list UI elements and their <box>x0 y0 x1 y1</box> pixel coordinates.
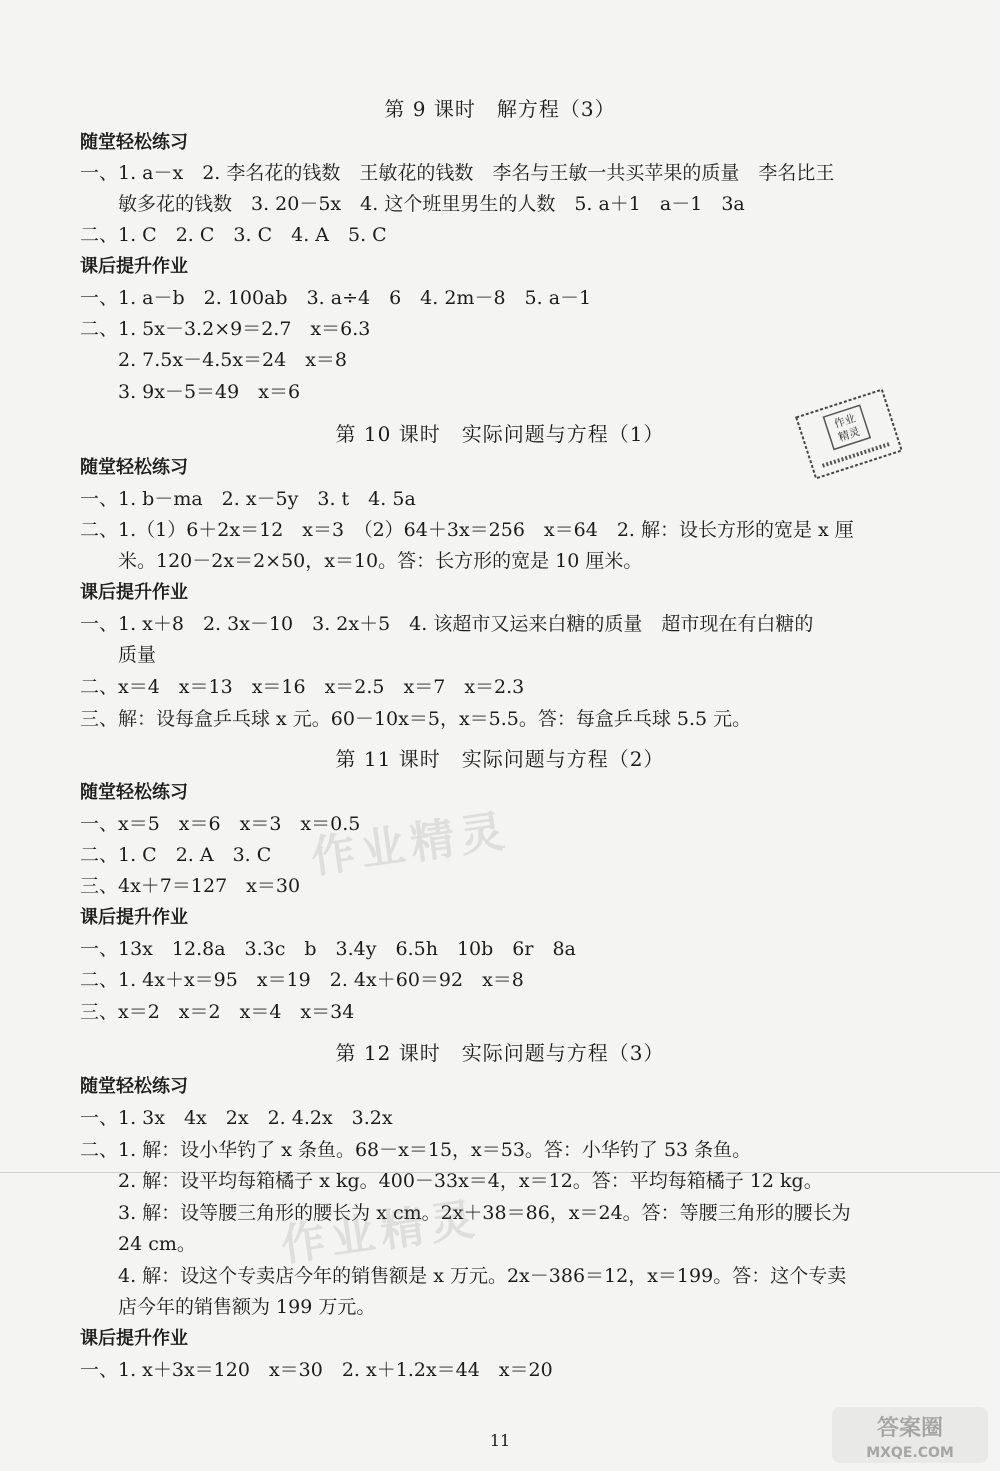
answer-line: 一、1. x＋8 2. 3x－10 3. 2x＋5 4. 该超市又运来白糖的质量 超市现在有白糖的 <box>80 613 814 635</box>
svg-text:精灵: 精灵 <box>836 424 862 445</box>
answer-line: 一、13x 12.8a 3.3c b 3.4y 6.5h 10b 6r 8a <box>80 938 576 960</box>
answer-line: 一、x＝5 x＝6 x＝3 x＝0.5 <box>80 813 361 835</box>
watermark: 作业精灵 <box>308 805 514 884</box>
answer-line: 24 cm。 <box>80 1233 196 1255</box>
section-title: 第 11 课时 实际问题与方程（2） <box>335 747 665 771</box>
answer-line: 一、1. a－x 2. 李名花的钱数 王敏花的钱数 李名与王敏一共买苹果的质量 李名比王 <box>80 162 835 184</box>
block-heading: 课后提升作业 <box>80 1328 188 1349</box>
answer-line: 三、x＝2 x＝2 x＝4 x＝34 <box>80 1001 355 1023</box>
block-heading: 课后提升作业 <box>80 256 188 277</box>
answer-line: 4. 解：设这个专卖店今年的销售额是 x 万元。2x－386＝12，x＝199。答：这个专卖 <box>80 1265 847 1287</box>
answer-line: 质量 <box>80 644 157 666</box>
svg-text:作业: 作业 <box>832 411 858 431</box>
answer-line: 2. 7.5x－4.5x＝24 x＝8 <box>80 349 348 371</box>
answer-line: 二、1.（1）6＋2x＝12 x＝3 （2）64＋3x＝256 x＝64 2. 解：设长方形的宽是 x 厘 <box>80 519 854 541</box>
svg-text:答案圈: 答案圈 <box>876 1416 944 1441</box>
answer-line: 二、1. 4x＋x＝95 x＝19 2. 4x＋60＝92 x＝8 <box>80 969 524 991</box>
answer-line: 米。120－2x＝2×50，x＝10。答：长方形的宽是 10 厘米。 <box>80 550 643 572</box>
block-heading: 课后提升作业 <box>80 907 188 928</box>
answer-line: 3. 9x－5＝49 x＝6 <box>80 381 301 403</box>
answer-line: 二、x＝4 x＝13 x＝16 x＝2.5 x＝7 x＝2.3 <box>80 676 525 698</box>
block-heading: 随堂轻松练习 <box>80 782 188 803</box>
block-heading: 随堂轻松练习 <box>80 457 188 478</box>
homework-stamp-icon <box>791 385 906 484</box>
answer-line: 店今年的销售额为 199 万元。 <box>80 1296 376 1318</box>
answer-line: 3. 解：设等腰三角形的腰长为 x cm。2x＋38＝86，x＝24。答：等腰三角形的腰长为 <box>80 1202 851 1224</box>
answer-line: 二、1. 解：设小华钓了 x 条鱼。68－x＝15，x＝53。答：小华钓了 53 条鱼。 <box>80 1139 752 1161</box>
answer-line: 一、1. x＋3x＝120 x＝30 2. x＋1.2x＝44 x＝20 <box>80 1359 553 1381</box>
section-title: 第 10 课时 实际问题与方程（1） <box>335 422 665 446</box>
watermark: 作业精灵 <box>278 1193 484 1272</box>
svg-text:MXQE.COM: MXQE.COM <box>866 1445 954 1461</box>
answer-line: 敏多花的钱数 3. 20－5x 4. 这个班里男生的人数 5. a＋1 a－1 3a <box>80 193 745 215</box>
block-heading: 随堂轻松练习 <box>80 132 188 153</box>
answer-line: 三、4x＋7＝127 x＝30 <box>80 875 301 897</box>
answer-line: 2. 解：设平均每箱橘子 x kg。400－33x＝4，x＝12。答：平均每箱橘子 12 kg。 <box>80 1170 823 1192</box>
section-title: 第 9 课时 解方程（3） <box>384 97 616 121</box>
answer-line: 一、1. b－ma 2. x－5y 3. t 4. 5a <box>80 488 416 510</box>
answer-line: 二、1. C 2. A 3. C <box>80 844 272 866</box>
block-heading: 随堂轻松练习 <box>80 1076 188 1097</box>
answer-line: 二、1. C 2. C 3. C 4. A 5. C <box>80 224 387 246</box>
answer-line: 一、1. a－b 2. 100ab 3. a÷4 6 4. 2m－8 5. a－1 <box>80 287 592 309</box>
section-title: 第 12 课时 实际问题与方程（3） <box>335 1041 665 1065</box>
answer-line: 三、解：设每盒乒乓球 x 元。60－10x＝5，x＝5.5。答：每盒乒乓球 5.5 元。 <box>80 708 752 730</box>
block-heading: 课后提升作业 <box>80 582 188 603</box>
answer-site-logo-icon <box>830 1405 990 1465</box>
answer-line: 一、1. 3x 4x 2x 2. 4.2x 3.2x <box>80 1107 393 1129</box>
page-number: 11 <box>489 1431 511 1450</box>
answer-line: 二、1. 5x－3.2×9＝2.7 x＝6.3 <box>80 318 371 340</box>
